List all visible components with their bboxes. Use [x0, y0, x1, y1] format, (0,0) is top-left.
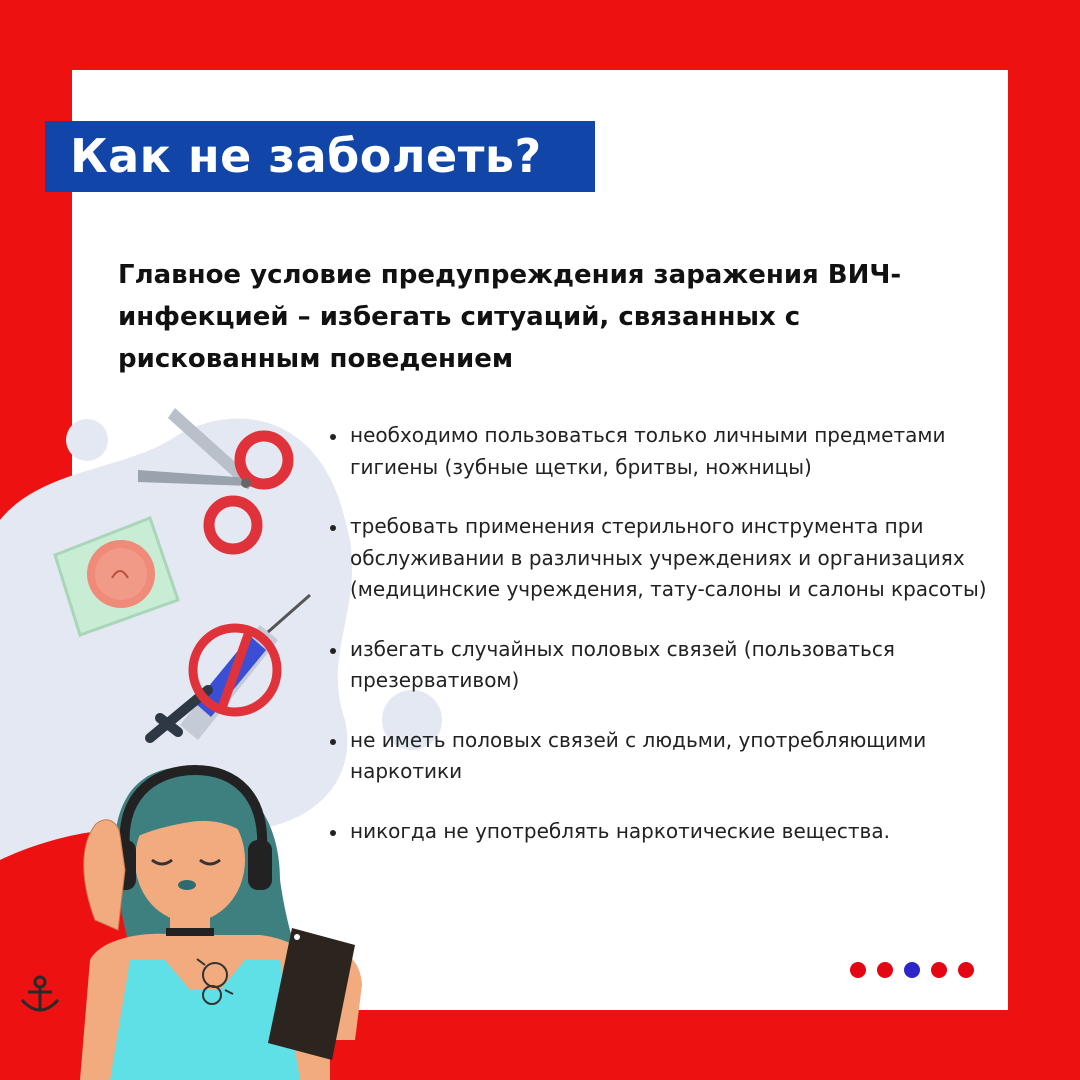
bubble-small: [66, 419, 108, 461]
list-item: [320, 816, 1000, 848]
tip-text: никогда не употреблять наркотические вещества.: [350, 818, 890, 843]
pager-dot[interactable]: [931, 962, 947, 978]
tip-text: не иметь половых связей с людьми, употребляющими наркотики: [350, 727, 927, 783]
subtitle-text: Главное условие предупреждения заражения ВИЧ-инфекцией – избегать ситуаций, связанных с рискованным поведением: [118, 260, 902, 374]
bullet-icon: [330, 434, 336, 440]
bullet-icon: [330, 739, 336, 745]
pager-dot[interactable]: [850, 962, 866, 978]
pager-dot-active[interactable]: [904, 962, 920, 978]
bullet-icon: [330, 525, 336, 531]
list-item: [320, 634, 1000, 697]
pager-dot[interactable]: [958, 962, 974, 978]
tip-text: избегать случайных половых связей (пользоваться презервативом): [350, 636, 895, 692]
tip-text: необходимо пользоваться только личными предметами гигиены (зубные щетки, бритвы, ножницы): [350, 423, 946, 479]
pager-dot[interactable]: [877, 962, 893, 978]
bullet-icon: [330, 830, 336, 836]
tips-list: [320, 420, 1000, 875]
page-title: Как не заболеть?: [70, 129, 542, 183]
list-item: [320, 511, 1000, 606]
bullet-icon: [330, 648, 336, 654]
slide-pager: [850, 962, 974, 978]
list-item: [320, 725, 1000, 788]
tip-text: требовать применения стерильного инструмента при обслуживании в различных учреждениях и организациях (медицинские учреждения, тату-салоны и салоны красоты): [350, 514, 987, 601]
list-item: [320, 420, 1000, 483]
